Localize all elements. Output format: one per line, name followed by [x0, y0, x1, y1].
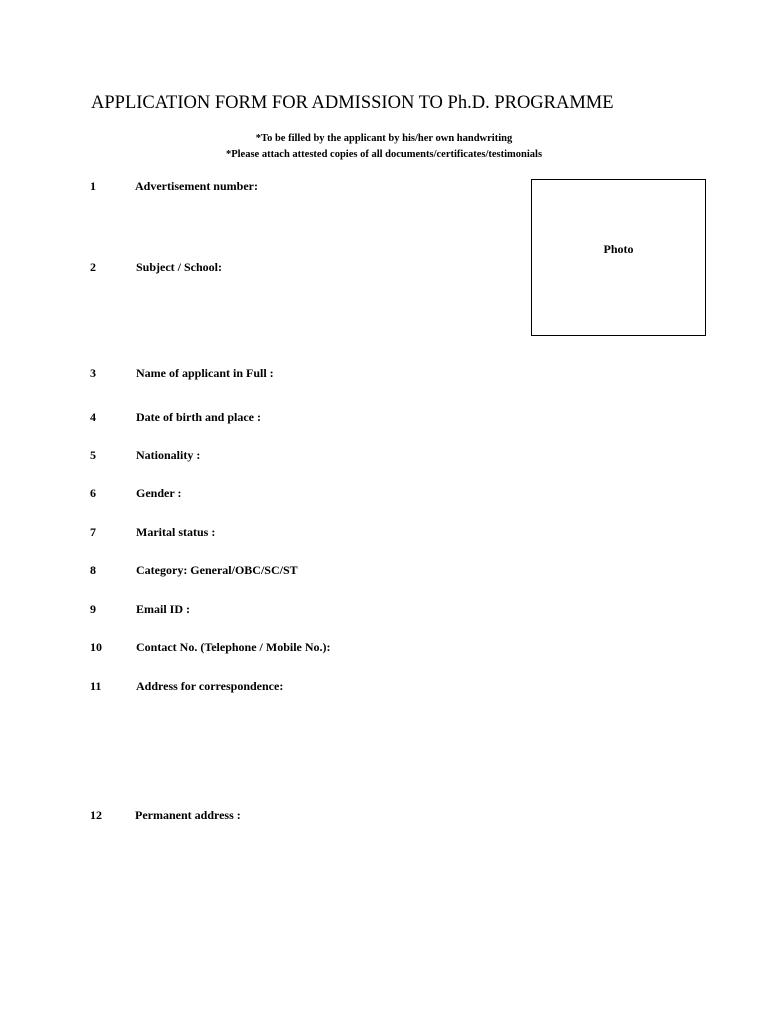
item-number: 7 — [90, 525, 96, 539]
item-label: Marital status : — [136, 525, 216, 539]
item-number: 1 — [90, 179, 96, 193]
item-label: Gender : — [136, 486, 182, 500]
item-label: Advertisement number: — [135, 179, 258, 193]
item-label: Name of applicant in Full : — [136, 366, 274, 380]
item-number: 8 — [90, 563, 96, 577]
item-number: 9 — [90, 602, 96, 616]
item-label: Date of birth and place : — [136, 410, 261, 424]
item-label: Email ID : — [136, 602, 190, 616]
item-number: 4 — [90, 410, 96, 424]
item-number: 5 — [90, 448, 96, 462]
attachments-note: *Please attach attested copies of all documents/certificates/testimonials — [225, 149, 543, 160]
item-label: Permanent address : — [135, 808, 241, 822]
photo-box — [531, 179, 706, 336]
item-label: Subject / School: — [136, 260, 223, 274]
item-number: 2 — [90, 260, 96, 274]
photo-label: Photo — [603, 242, 634, 256]
item-number: 10 — [90, 640, 102, 654]
handwriting-note: *To be filled by the applicant by his/her own handwriting — [255, 133, 513, 144]
item-number: 6 — [90, 486, 96, 500]
item-label: Category: General/OBC/SC/ST — [136, 563, 298, 577]
item-number: 3 — [90, 366, 96, 380]
item-label: Contact No. (Telephone / Mobile No.): — [136, 640, 331, 654]
form-title: APPLICATION FORM FOR ADMISSION TO Ph.D. PROGRAMME — [91, 93, 614, 113]
item-number: 12 — [90, 808, 102, 822]
item-label: Address for correspondence: — [136, 679, 284, 693]
item-number: 11 — [90, 679, 102, 693]
item-label: Nationality : — [136, 448, 201, 462]
